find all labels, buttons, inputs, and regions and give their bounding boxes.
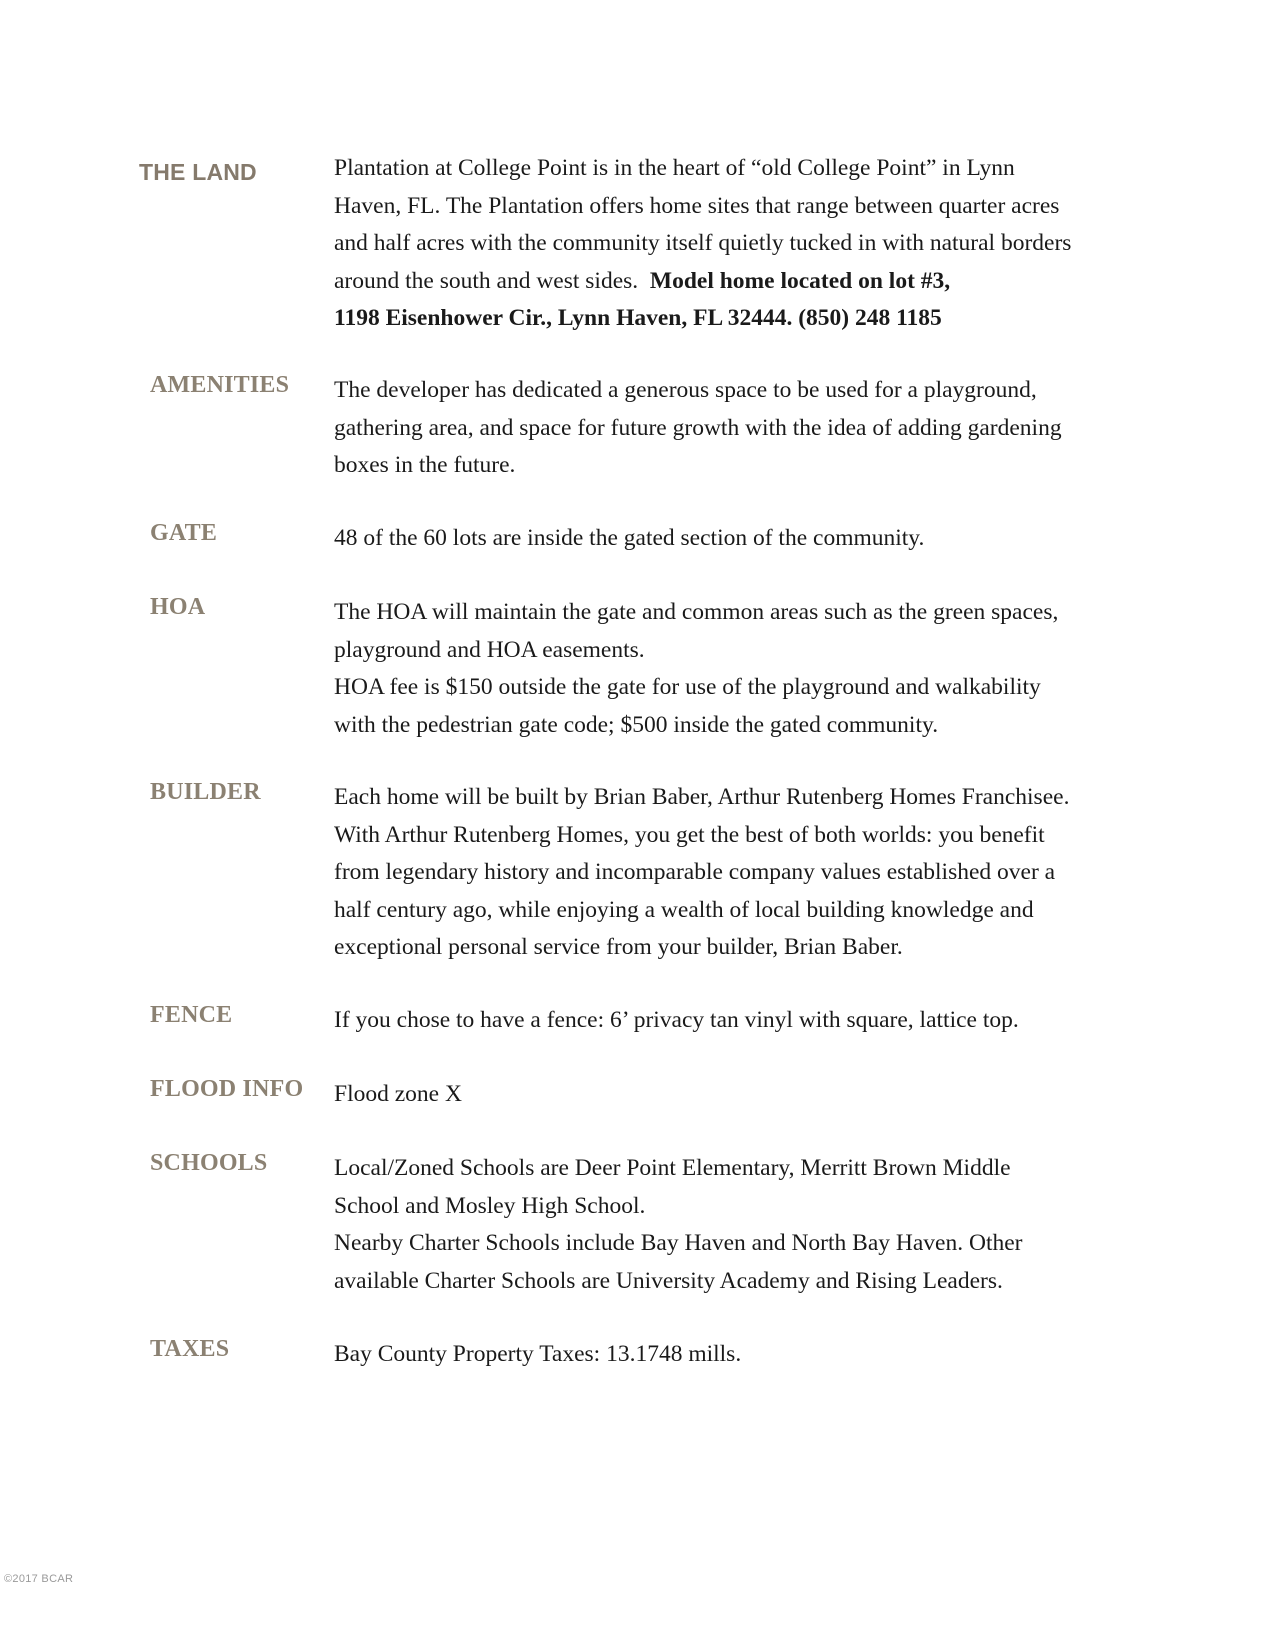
body-line: and half acres with the community itself quietly tucked in with natural borders [334,230,1072,256]
body-line: Haven, FL. The Plantation offers home sites that range between quarter acres [334,192,1060,219]
section-body [334,372,1134,485]
section-label: THE LAND [139,159,257,185]
body-line: Bay County Property Taxes: 13.1748 mills. [334,1341,742,1367]
section-label: FLOOD INFO [150,1076,304,1102]
body-line [334,263,1134,301]
body-line: from legendary history and incomparable company values established over a [334,859,1056,885]
section-body [334,150,1134,338]
section-label: TAXES [150,1336,230,1362]
section-body [334,594,1134,744]
body-line: boxes in the future. [334,452,516,478]
body-line: Nearby Charter Schools include Bay Haven and North Bay Haven. Other [334,1230,1023,1256]
body-line: gathering area, and space for future growth with the idea of adding gardening [334,414,1062,441]
body-line: HOA fee is $150 outside the gate for use of the playground and walkability [334,674,1041,700]
section-label: GATE [150,520,218,546]
body-line: Local/Zoned Schools are Deer Point Elementary, Merritt Brown Middle [334,1155,1011,1181]
body-line: with the pedestrian gate code; $500 inside the gated community. [334,711,939,738]
body-line: available Charter Schools are University Academy and Rising Leaders. [334,1267,1003,1294]
section-body [334,1002,1134,1040]
body-line: Plantation at College Point is in the heart of “old College Point” in Lynn [334,155,1015,181]
section-label: HOA [150,594,206,620]
section-body [334,1150,1134,1300]
body-line: The HOA will maintain the gate and common areas such as the green spaces, [334,599,1059,625]
copyright-footer: ©2017 BCAR [4,1573,74,1585]
section-body [334,1336,1134,1374]
model-home-address: 1198 Eisenhower Cir., Lynn Haven, FL 32444. (850) 248 1185 [334,305,942,331]
body-line: With Arthur Rutenberg Homes, you get the best of both worlds: you benefit [334,821,1045,848]
body-line: Each home will be built by Brian Baber, Arthur Rutenberg Homes Franchisee. [334,784,1070,810]
body-line: If you chose to have a fence: 6’ privacy tan vinyl with square, lattice top. [334,1007,1019,1033]
body-text: around the south and west sides. [334,267,650,294]
body-line: playground and HOA easements. [334,636,645,663]
section-body [334,520,1134,558]
section-body [334,779,1134,967]
section-label: SCHOOLS [150,1150,268,1176]
body-line: exceptional personal service from your builder, Brian Baber. [334,934,903,960]
body-line: 48 of the 60 lots are inside the gated section of the community. [334,525,925,551]
body-line: Flood zone X [334,1081,462,1107]
model-home-text: Model home located on lot #3, [649,267,951,294]
section-body [334,1076,1134,1114]
body-line: The developer has dedicated a generous space to be used for a playground, [334,377,1037,403]
section-label: AMENITIES [150,372,290,398]
body-line: School and Mosley High School. [334,1192,646,1219]
section-label: FENCE [150,1002,233,1028]
section-label: BUILDER [150,779,261,805]
body-line: half century ago, while enjoying a wealth of local building knowledge and [334,896,1034,923]
